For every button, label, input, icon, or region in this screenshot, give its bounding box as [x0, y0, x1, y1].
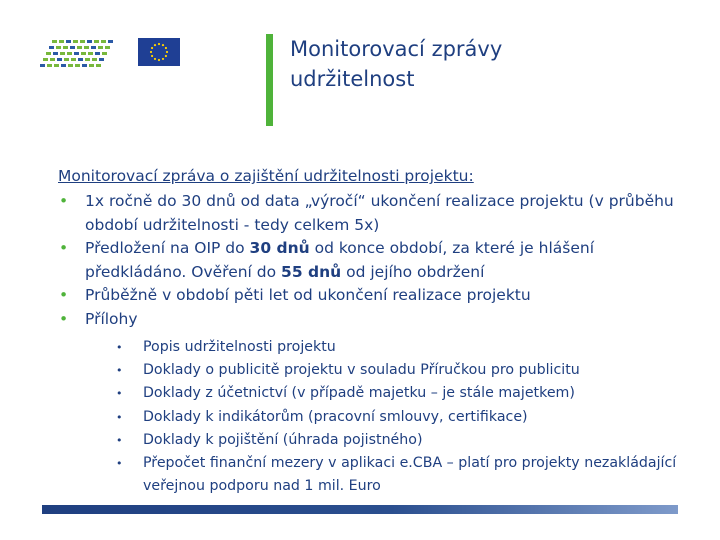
attachments-list — [143, 336, 698, 498]
logo-dot — [60, 52, 65, 55]
logo-dot — [40, 64, 45, 67]
logo-dot — [52, 40, 57, 43]
title-line-2: udržitelnost — [290, 67, 415, 91]
eu-star — [165, 47, 167, 49]
logo-dot — [78, 58, 83, 61]
logo-dot — [56, 46, 61, 49]
logo-dot — [63, 46, 68, 49]
logo-dot — [53, 52, 58, 55]
logo-dot — [54, 64, 59, 67]
logo-dot — [73, 40, 78, 43]
logo-dot — [87, 40, 92, 43]
logo-dot — [67, 52, 72, 55]
attachment-item: • Doklady k pojištění (úhrada pojistného) — [143, 429, 698, 452]
list-item: • Předložení na OIP do 30 dnů od konce období, za které je hlášení předkládáno. Ověření do 55 dnů od jejího obdržení — [58, 237, 698, 284]
logo-dot — [46, 52, 51, 55]
list-item: • Průběžně v období pěti let od ukončení realizace projektu — [58, 284, 698, 308]
logo-dot — [71, 58, 76, 61]
logo-dot — [66, 40, 71, 43]
logo-dot — [84, 46, 89, 49]
eu-star — [150, 51, 152, 53]
attachment-item: • Přepočet finanční mezery v aplikaci e.CBA – platí pro projekty nezakládající veřejnou podporu nad 1 mil. Euro — [143, 452, 698, 498]
logo-dot — [50, 58, 55, 61]
logo-dot — [64, 58, 69, 61]
program-logo — [40, 34, 122, 74]
logo-dot — [61, 64, 66, 67]
main-list — [58, 190, 698, 498]
eu-star — [154, 58, 156, 60]
eu-star — [151, 55, 153, 57]
logo-dot — [59, 40, 64, 43]
list-item: • 1x ročně do 30 dnů od data „výročí“ ukončení realizace projektu (v průběhu období udržitelnosti - tedy celkem 5x) — [58, 190, 698, 237]
eu-star — [158, 59, 160, 61]
title-accent-bar — [266, 34, 273, 126]
logo-dot — [95, 52, 100, 55]
logo-dot — [89, 64, 94, 67]
logo-dot — [81, 52, 86, 55]
eu-star — [166, 51, 168, 53]
logo-dot — [80, 40, 85, 43]
attachment-item: • Doklady k indikátorům (pracovní smlouvy, certifikace) — [143, 406, 698, 429]
eu-star — [154, 44, 156, 46]
eu-star — [162, 58, 164, 60]
section-heading: Monitorovací zpráva o zajištění udržitelnosti projektu: — [58, 167, 474, 185]
logo-dot — [102, 52, 107, 55]
logo-dot — [43, 58, 48, 61]
logo-dot — [101, 40, 106, 43]
logo-dot — [92, 58, 97, 61]
logo-dot — [88, 52, 93, 55]
logo-dot — [98, 46, 103, 49]
footer-bar — [42, 505, 678, 514]
eu-flag-icon — [138, 38, 180, 66]
logo-dot — [47, 64, 52, 67]
logo-dot — [75, 64, 80, 67]
eu-star — [165, 55, 167, 57]
logo-dot — [68, 64, 73, 67]
logo-dot — [85, 58, 90, 61]
logo-dot — [82, 64, 87, 67]
attachment-item: • Popis udržitelnosti projektu — [143, 336, 698, 359]
attachment-item: • Doklady z účetnictví (v případě majetku – je stále majetkem) — [143, 382, 698, 405]
logo-dot — [57, 58, 62, 61]
eu-star — [158, 43, 160, 45]
title-line-1: Monitorovací zprávy — [290, 37, 503, 61]
eu-star — [151, 47, 153, 49]
logo-dot — [91, 46, 96, 49]
logo-dot — [105, 46, 110, 49]
logo-dot — [99, 58, 104, 61]
logo-dot — [70, 46, 75, 49]
attachment-item: • Doklady o publicitě projektu v souladu Příručkou pro publicitu — [143, 359, 698, 382]
main-content — [58, 167, 698, 498]
logo-dot — [94, 40, 99, 43]
logo-dot — [49, 46, 54, 49]
logo-dot — [77, 46, 82, 49]
logo-dot — [74, 52, 79, 55]
logo-dot — [96, 64, 101, 67]
eu-star — [162, 44, 164, 46]
list-item-attachments: • Přílohy • Popis udržitelnosti projektu • Doklady o publicitě projektu v souladu Příručkou pro publicitu • Doklady z účetnictví (v případě majetku – je stále majetkem) • Doklady k indikátorům (pracovní smlouvy, certifikace) • Doklady k pojištění (úhrada pojistného) • Přepočet finanční mezery v aplikaci e.CBA – platí pro projekty nezakládající veřejnou podporu nad 1 mil. Euro — [58, 308, 698, 499]
logo-dot — [108, 40, 113, 43]
page-title — [290, 34, 502, 94]
